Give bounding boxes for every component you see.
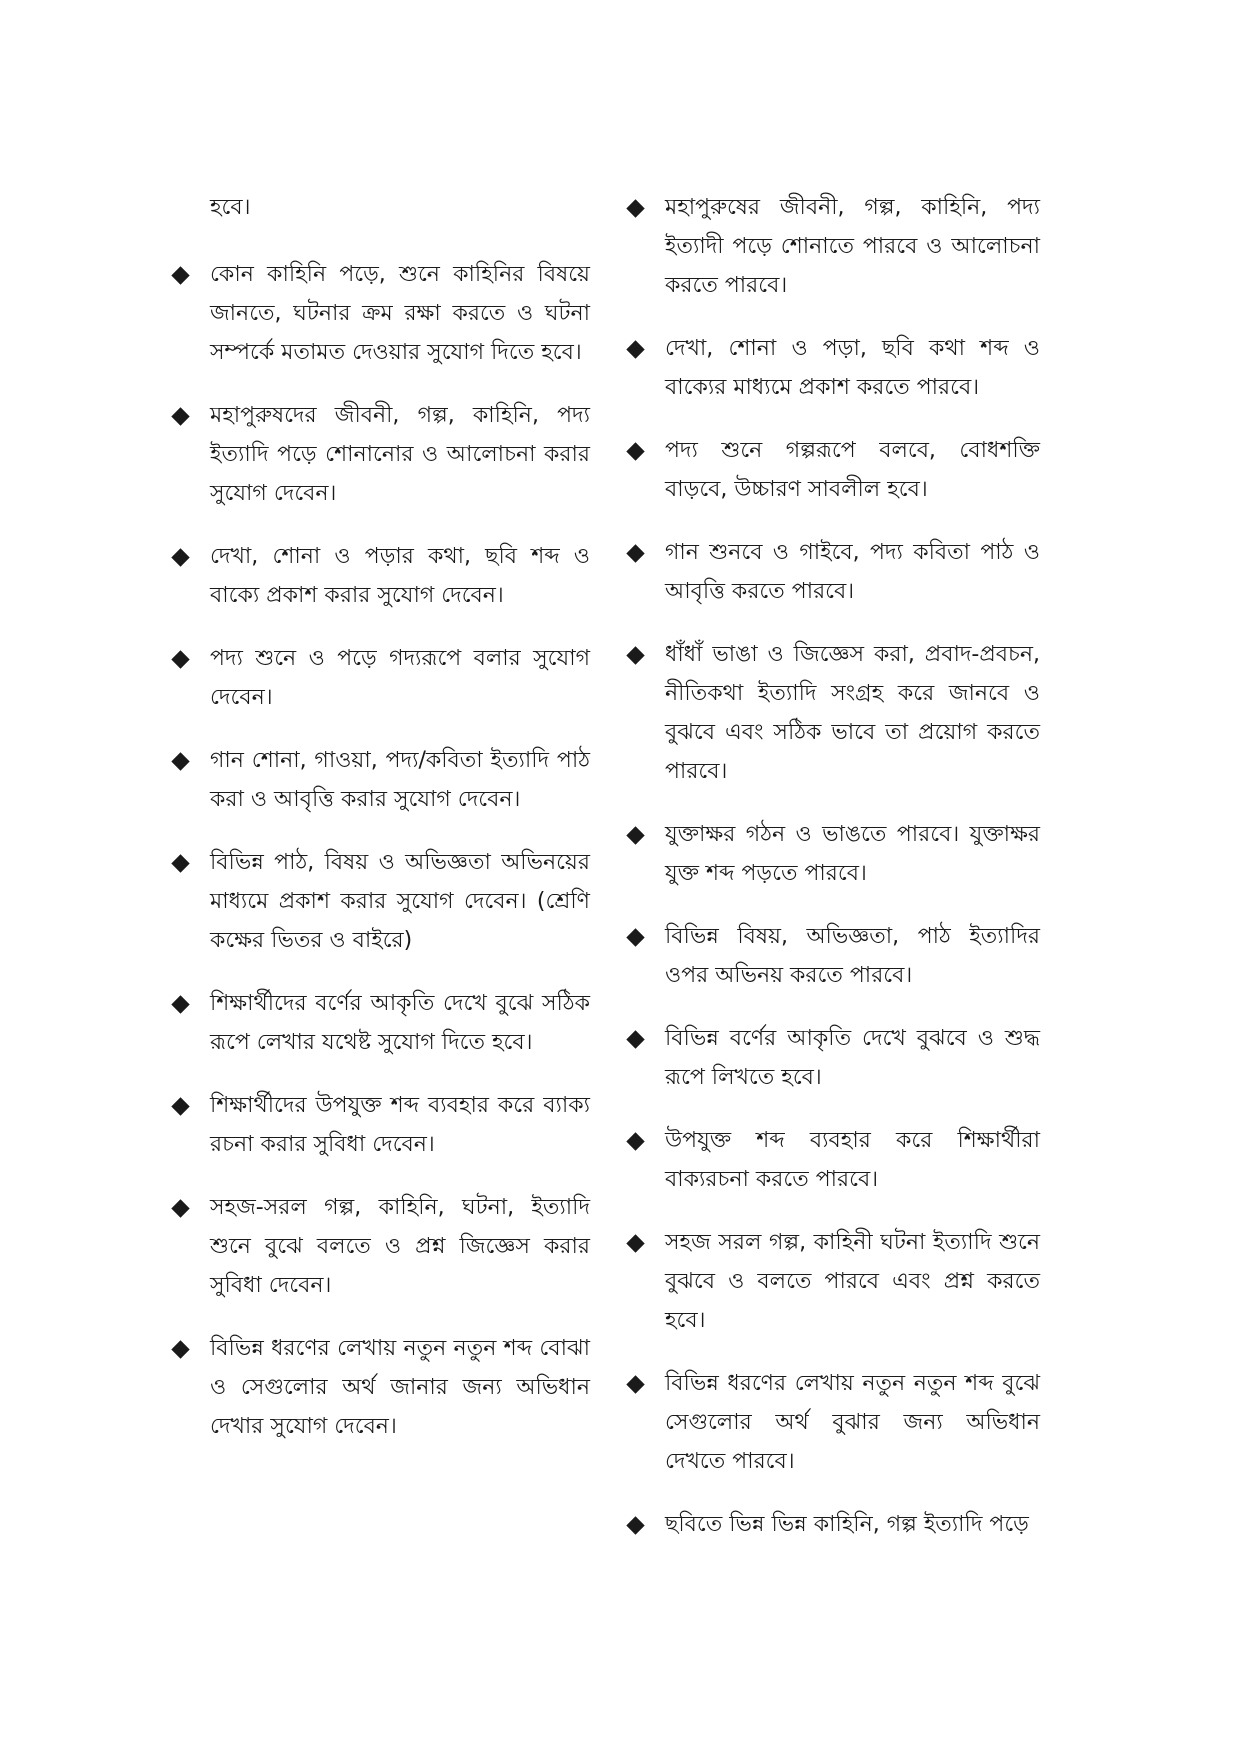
list-item: [625, 1019, 1040, 1097]
list-item: [625, 329, 1040, 407]
list-item: [625, 533, 1040, 611]
diamond-bullet-icon: [626, 1030, 644, 1048]
diamond-bullet-icon: [171, 854, 189, 872]
diamond-bullet-icon: [626, 1234, 644, 1252]
left-column: [170, 188, 590, 1470]
diamond-bullet-icon: [626, 544, 644, 562]
item-text: দেখা, শোনা ও পড়ার কথা, ছবি শব্দ ও বাক্যে প্রকাশ করার সুযোগ দেবেন।: [210, 544, 590, 608]
item-text: কোন কাহিনি পড়ে, শুনে কাহিনির বিষয়ে জানতে, ঘটনার ক্রম রক্ষা করতে ও ঘটনা সম্পর্কে মতামত দেওয়ার সুযোগ দিতে হবে।: [210, 262, 590, 365]
list-item: [625, 635, 1040, 791]
item-text: বিভিন্ন বিষয়, অভিজ্ঞতা, পাঠ ইত্যাদির ওপর অভিনয় করতে পারবে।: [665, 924, 1040, 988]
diamond-bullet-icon: [626, 1132, 644, 1150]
item-text: পদ্য শুনে গল্পরূপে বলবে, বোধশক্তি বাড়বে, উচ্চারণ সাবলীল হবে।: [665, 438, 1040, 502]
list-item: [170, 984, 590, 1062]
diamond-bullet-icon: [626, 928, 644, 946]
item-text: সহজ সরল গল্প, কাহিনী ঘটনা ইত্যাদি শুনে বুঝবে ও বলতে পারবে এবং প্রশ্ন করতে হবে।: [665, 1230, 1040, 1333]
item-text: গান শুনবে ও গাইবে, পদ্য কবিতা পাঠ ও আবৃত্তি করতে পারবে।: [665, 540, 1040, 604]
item-text: ধাঁধাঁ ভাঙা ও জিজ্ঞেস করা, প্রবাদ-প্রবচন, নীতিকথা ইত্যাদি সংগ্রহ করে জানবে ও বুঝবে এবং সঠিক ভাবে তা প্রয়োগ করতে পারবে।: [665, 642, 1040, 784]
diamond-bullet-icon: [171, 266, 189, 284]
item-text: শিক্ষার্থীদের বর্ণের আকৃতি দেখে বুঝে সঠিক রূপে লেখার যথেষ্ট সুযোগ দিতে হবে।: [210, 991, 590, 1055]
item-text: শিক্ষার্থীদের উপযুক্ত শব্দ ব্যবহার করে ব্যাক্য রচনা করার সুবিধা দেবেন।: [210, 1093, 590, 1157]
item-text: বিভিন্ন ধরণের লেখায় নতুন নতুন শব্দ বোঝা ও সেগুলোর অর্থ জানার জন্য অভিধান দেখার সুযোগ দেবেন।: [210, 1336, 590, 1439]
list-item: [625, 815, 1040, 893]
list-item: [170, 537, 590, 615]
list-item: [170, 741, 590, 819]
diamond-bullet-icon: [626, 1516, 644, 1534]
continuation-text: হবে।: [210, 195, 251, 220]
list-item: [170, 1329, 590, 1446]
diamond-bullet-icon: [626, 646, 644, 664]
list-item: [625, 1364, 1040, 1481]
diamond-bullet-icon: [626, 199, 644, 217]
list-item: [170, 1086, 590, 1164]
diamond-bullet-icon: [171, 1199, 189, 1217]
diamond-bullet-icon: [171, 407, 189, 425]
item-text: সহজ-সরল গল্প, কাহিনি, ঘটনা, ইত্যাদি শুনে বুঝে বলতে ও প্রশ্ন জিজ্ঞেস করার সুবিধা দেবেন।: [210, 1195, 590, 1298]
item-text: মহাপুরুষের জীবনী, গল্প, কাহিনি, পদ্য ইত্যাদী পড়ে শোনাতে পারবে ও আলোচনা করতে পারবে।: [665, 195, 1040, 298]
item-text: বিভিন্ন পাঠ, বিষয় ও অভিজ্ঞতা অভিনয়ের মাধ্যমে প্রকাশ করার সুযোগ দেবেন। (শ্রেণি কক্ষের ভিতর ও বাইরে): [210, 850, 590, 953]
diamond-bullet-icon: [171, 1340, 189, 1358]
item-text: দেখা, শোনা ও পড়া, ছবি কথা শব্দ ও বাক্যের মাধ্যমে প্রকাশ করতে পারবে।: [665, 336, 1040, 400]
item-text: মহাপুরুষদের জীবনী, গল্প, কাহিনি, পদ্য ইত্যাদি পড়ে শোনানোর ও আলোচনা করার সুযোগ দেবেন।: [210, 403, 590, 506]
list-item: [170, 639, 590, 717]
item-text: যুক্তাক্ষর গঠন ও ভাঙতে পারবে। যুক্তাক্ষর যুক্ত শব্দ পড়তে পারবে।: [665, 822, 1040, 886]
diamond-bullet-icon: [626, 442, 644, 460]
item-text: বিভিন্ন ধরণের লেখায় নতুন নতুন শব্দ বুঝে সেগুলোর অর্থ বুঝার জন্য অভিধান দেখতে পারবে।: [665, 1371, 1040, 1474]
diamond-bullet-icon: [626, 826, 644, 844]
diamond-bullet-icon: [171, 752, 189, 770]
list-item: [170, 255, 590, 372]
list-item: [625, 917, 1040, 995]
diamond-bullet-icon: [171, 995, 189, 1013]
diamond-bullet-icon: [626, 340, 644, 358]
item-text: ছবিতে ভিন্ন ভিন্ন কাহিনি, গল্প ইত্যাদি পড়ে: [665, 1512, 1029, 1537]
list-item: [170, 396, 590, 513]
list-item: [625, 1505, 1040, 1544]
list-item: [625, 1121, 1040, 1199]
diamond-bullet-icon: [171, 1097, 189, 1115]
list-item: [625, 188, 1040, 305]
list-item: [170, 843, 590, 960]
list-item: [170, 1188, 590, 1305]
item-text: গান শোনা, গাওয়া, পদ্য/কবিতা ইত্যাদি পাঠ করা ও আবৃত্তি করার সুযোগ দেবেন।: [210, 748, 590, 812]
diamond-bullet-icon: [171, 548, 189, 566]
item-text: উপযুক্ত শব্দ ব্যবহার করে শিক্ষার্থীরা বাক্যরচনা করতে পারবে।: [665, 1128, 1040, 1192]
diamond-bullet-icon: [626, 1375, 644, 1393]
right-column: [625, 188, 1040, 1568]
list-item: [625, 1223, 1040, 1340]
item-text: বিভিন্ন বর্ণের আকৃতি দেখে বুঝবে ও শুদ্ধ রূপে লিখতে হবে।: [665, 1026, 1040, 1090]
diamond-bullet-icon: [171, 650, 189, 668]
list-item: [625, 431, 1040, 509]
item-text: পদ্য শুনে ও পড়ে গদ্যরূপে বলার সুযোগ দেবেন।: [210, 646, 590, 710]
